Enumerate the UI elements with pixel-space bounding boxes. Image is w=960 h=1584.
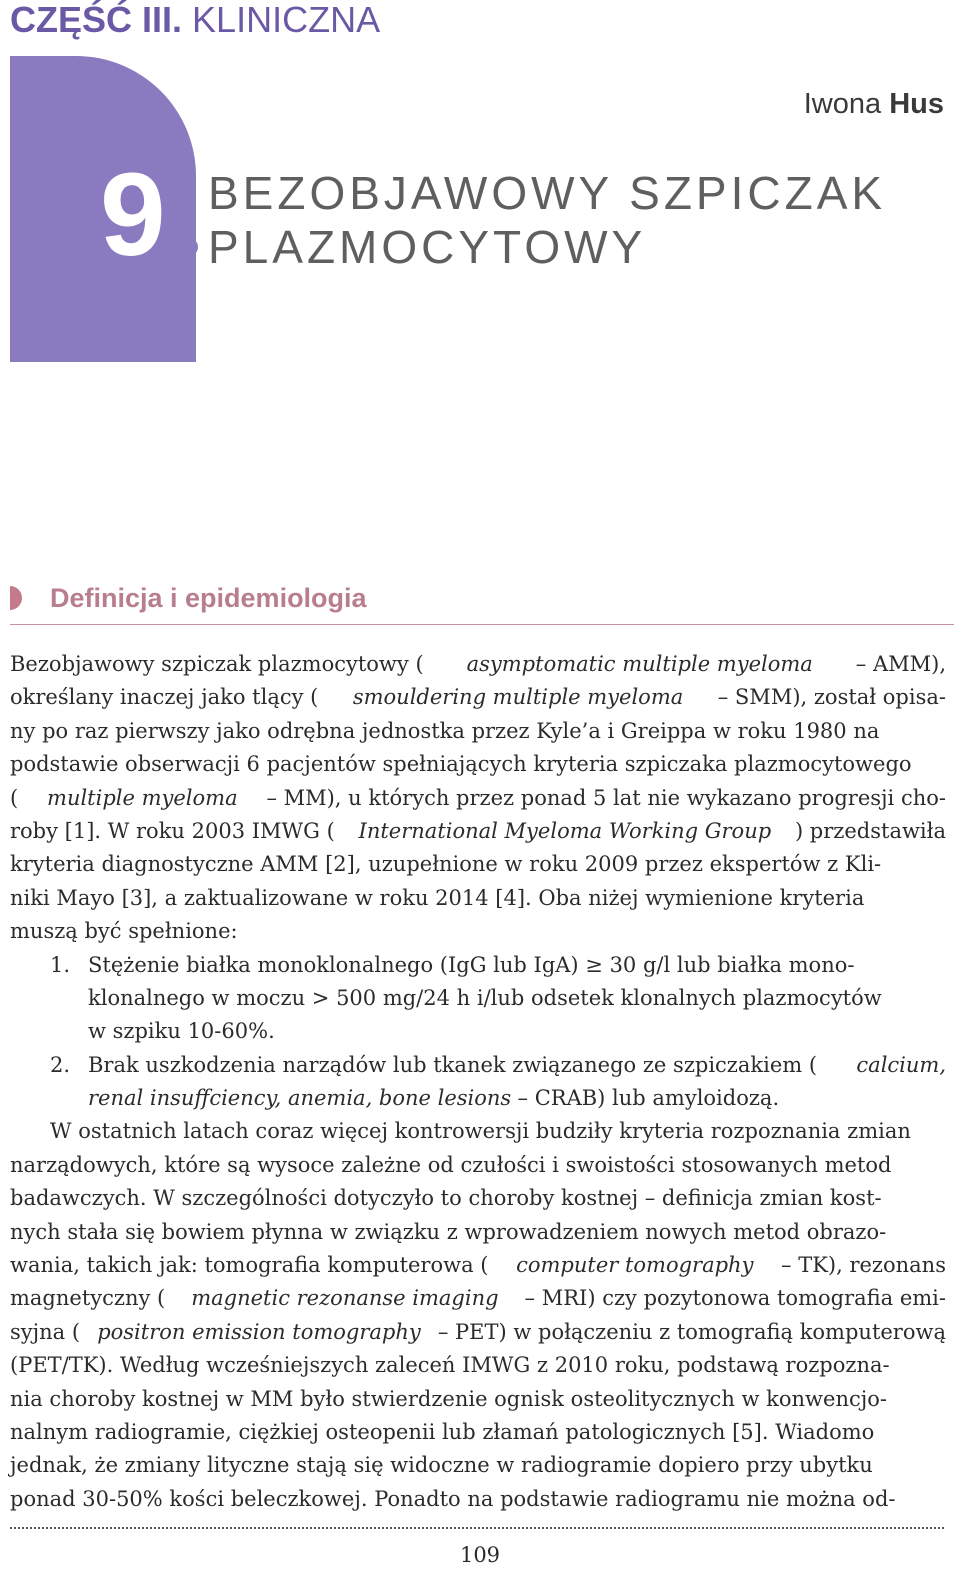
section-title: Definicja i epidemiologia	[50, 583, 367, 613]
text-line	[10, 681, 946, 714]
list-item-line	[10, 1082, 946, 1115]
author-last-name: Hus	[889, 88, 944, 120]
text-line: niki Mayo [3], a zaktualizowane w roku 2014 [4]. Oba niżej wymienione kryteria	[10, 885, 865, 910]
list-item-line: klonalnego w moczu > 500 mg/24 h i/lub odsetek klonalnych plazmocytów	[88, 985, 882, 1010]
author-first-name: Iwona	[803, 88, 882, 120]
list-item-line: w szpiku 10-60%.	[88, 1019, 275, 1044]
text-span: Bezobjawowy szpiczak plazmocytowy (	[10, 652, 424, 676]
chapter-dot	[180, 238, 198, 256]
text-line	[10, 1249, 946, 1282]
italic-term: calcium,	[856, 1052, 946, 1077]
text-line: (PET/TK). Według wcześniejszych zaleceń IMWG z 2010 roku, podstawą rozpozna-	[10, 1353, 890, 1378]
text-line: narządowych, które są wysoce zależne od czułości i swoistości stosowanych metod	[10, 1152, 892, 1177]
part-header	[10, 0, 380, 40]
text-line: badawczych. W szczególności dotyczyło to choroby kostnej – definicja zmian kost-	[10, 1186, 882, 1211]
text-line: podstawie obserwacji 6 pacjentów spełniających kryteria szpiczaka plazmocytowego	[10, 752, 912, 777]
part-name: KLINICZNA	[192, 0, 381, 40]
text-line: muszą być spełnione:	[10, 919, 238, 944]
text-line: kryteria diagnostyczne AMM [2], uzupełnione w roku 2009 przez ekspertów z Kli-	[10, 852, 882, 877]
text-span: – MRI) czy pozytonowa tomografia emi-	[524, 1286, 946, 1311]
text-span: – PET) w połączeniu z tomografią komputerową	[437, 1319, 946, 1344]
italic-term: computer tomography	[516, 1253, 754, 1278]
text-span: Stężenie białka monoklonalnego (IgG lub IgA) ≥ 30 g/l lub białka mono-	[88, 952, 855, 977]
body-text	[10, 648, 946, 1516]
text-span: magnetyczny (	[10, 1286, 166, 1311]
italic-term: International Myeloma Working Group	[358, 818, 772, 843]
text-span: określany inaczej jako tlący (	[10, 685, 319, 710]
italic-term: renal insuffciency, anemia, bone lesions	[88, 1086, 512, 1111]
text-span: roby [1]. W roku 2003 IMWG (	[10, 818, 335, 843]
italic-term: smouldering multiple myeloma	[352, 685, 684, 710]
text-span: – CRAB) lub amyloidozą.	[517, 1086, 780, 1111]
italic-term: positron emission tomography	[97, 1319, 421, 1344]
text-span: ) przedstawiła	[794, 818, 946, 843]
chapter-title	[208, 166, 928, 274]
text-span: – SMM), został opisa-	[717, 685, 946, 710]
italic-term: magnetic rezonanse imaging	[191, 1286, 499, 1311]
text-line: nalnym radiogramie, ciężkiej osteopenii lub złamań patologicznych [5]. Wiadomo	[10, 1419, 875, 1444]
list-number: 1.	[50, 952, 71, 977]
list-number: 2.	[50, 1052, 71, 1077]
italic-term: asymptomatic multiple myeloma	[466, 652, 813, 676]
page-number: 109	[459, 1543, 501, 1567]
text-span: – MM), u których przez ponad 5 lat nie wykazano progresji cho-	[266, 785, 946, 810]
section-heading	[10, 578, 954, 625]
text-span: Brak uszkodzenia narządów lub tkanek związanego ze szpiczakiem (	[88, 1052, 818, 1077]
text-span: wania, takich jak: tomografia komputerowa (	[10, 1253, 489, 1278]
italic-term: multiple myeloma	[47, 785, 238, 810]
text-line: W ostatnich latach coraz więcej kontrowersji budziły kryteria rozpoznania zmian	[50, 1119, 911, 1144]
text-line	[10, 815, 946, 848]
text-line	[10, 1316, 946, 1349]
text-line: ny po raz pierwszy jako odrębna jednostka przez Kyle’a i Greippa w roku 1980 na	[10, 718, 880, 743]
text-line: nych stała się bowiem płynna w związku z wprowadzeniem nowych metod obrazo-	[10, 1219, 887, 1244]
text-line	[10, 782, 946, 815]
list-item	[10, 949, 946, 982]
chapter-number: 9	[100, 149, 160, 281]
text-line	[10, 648, 946, 681]
section-bullet-icon	[10, 586, 22, 610]
footer-divider	[10, 1527, 944, 1529]
text-line	[10, 1282, 946, 1315]
text-span: syjna (	[10, 1319, 81, 1344]
text-span: – AMM),	[855, 652, 946, 676]
text-line: jednak, że zmiany lityczne stają się widoczne w radiogramie dopiero przy ubytku	[10, 1453, 873, 1478]
text-line: nia choroby kostnej w MM było stwierdzenie ognisk osteolitycznych w konwencjo-	[10, 1386, 887, 1411]
part-label: CZĘŚĆ III.	[10, 0, 183, 40]
list-item	[10, 1049, 946, 1082]
text-span: – TK), rezonans	[781, 1253, 946, 1278]
text-span: (	[10, 785, 19, 810]
chapter-title-line-2: PLAZMOCYTOWY	[208, 221, 647, 273]
author	[804, 82, 944, 126]
text-line: ponad 30-50% kości beleczkowej. Ponadto na podstawie radiogramu nie można od-	[10, 1486, 896, 1511]
chapter-title-line-1: BEZOBJAWOWY SZPICZAK	[208, 167, 887, 219]
